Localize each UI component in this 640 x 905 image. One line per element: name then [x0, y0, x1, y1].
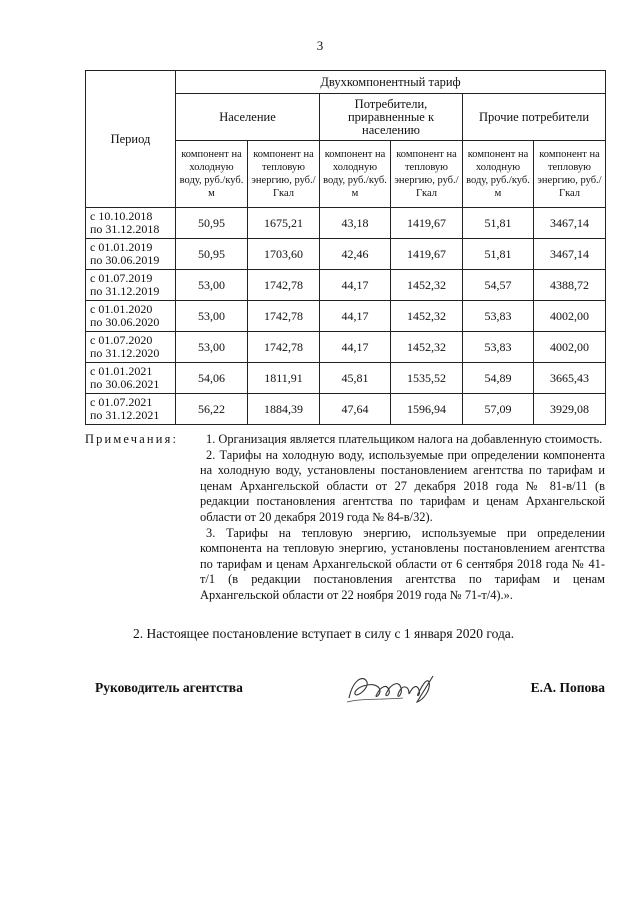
value-cell: 50,95 [176, 239, 248, 270]
header-period: Период [86, 71, 176, 208]
table-row [86, 270, 606, 301]
header-two-component-tariff: Двухкомпонентный тариф [176, 71, 606, 94]
signatory-name: Е.А. Попова [530, 680, 605, 695]
tariff-table [85, 70, 606, 425]
value-cell: 56,22 [176, 394, 248, 425]
notes-label: Примечания: [85, 432, 179, 446]
value-cell: 1742,78 [248, 301, 320, 332]
value-cell: 51,81 [463, 208, 534, 239]
table-row [86, 363, 606, 394]
value-cell: 1452,32 [391, 301, 463, 332]
header-group-population: Население [176, 94, 320, 141]
value-cell: 44,17 [320, 270, 391, 301]
subheader-cold-water: компонент на холодную воду, руб./куб. м [463, 141, 534, 208]
header-group-other-consumers: Прочие потребители [463, 94, 606, 141]
value-cell: 51,81 [463, 239, 534, 270]
value-cell: 3929,08 [534, 394, 606, 425]
value-cell: 1452,32 [391, 270, 463, 301]
subheader-heat-energy: компонент на тепловую энергию, руб./Гкал [248, 141, 320, 208]
value-cell: 3467,14 [534, 239, 606, 270]
value-cell: 1452,32 [391, 332, 463, 363]
value-cell: 1419,67 [391, 239, 463, 270]
value-cell: 1596,94 [391, 394, 463, 425]
value-cell: 44,17 [320, 332, 391, 363]
value-cell: 3665,43 [534, 363, 606, 394]
value-cell: 4388,72 [534, 270, 606, 301]
value-cell: 42,46 [320, 239, 391, 270]
value-cell: 1742,78 [248, 270, 320, 301]
period-cell: с 01.07.2021 по 31.12.2021 [86, 394, 176, 425]
period-cell: с 01.01.2021 по 30.06.2021 [86, 363, 176, 394]
subheader-cold-water: компонент на холодную воду, руб./куб. м [320, 141, 391, 208]
table-row [86, 208, 606, 239]
value-cell: 1811,91 [248, 363, 320, 394]
value-cell: 4002,00 [534, 301, 606, 332]
value-cell: 1675,21 [248, 208, 320, 239]
subheader-heat-energy: компонент на тепловую энергию, руб./Гкал [391, 141, 463, 208]
signature-block [95, 676, 605, 716]
table-row [86, 394, 606, 425]
value-cell: 1419,67 [391, 208, 463, 239]
handwritten-signature-icon [343, 668, 439, 712]
value-cell: 1703,60 [248, 239, 320, 270]
value-cell: 45,81 [320, 363, 391, 394]
value-cell: 53,00 [176, 270, 248, 301]
period-cell: с 10.10.2018 по 31.12.2018 [86, 208, 176, 239]
notes-list [200, 432, 605, 604]
value-cell: 54,57 [463, 270, 534, 301]
header-group-equivalent-consumers: Потребители, приравненные к населению [320, 94, 463, 141]
note-item: 2. Тарифы на холодную воду, используемые при определении компонента на холодную воду, установлены постановлением агентства по тарифам и ценам Архангельской области от 27 декабря 2018 года № 81-в/11 (в редакции постановления агентства по тарифам и ценам Архангельской области от 20 декабря 2019 года № 84-в/32). [200, 447, 605, 524]
note-item: 1. Организация является плательщиком налога на добавленную стоимость. [206, 432, 603, 446]
effective-date-clause: 2. Настоящее постановление вступает в силу с 1 января 2020 года. [133, 626, 515, 641]
table-row [86, 239, 606, 270]
subheader-cold-water: компонент на холодную воду, руб./куб. м [176, 141, 248, 208]
page-number: 3 [316, 38, 324, 53]
value-cell: 43,18 [320, 208, 391, 239]
value-cell: 53,00 [176, 332, 248, 363]
value-cell: 4002,00 [534, 332, 606, 363]
note-item: 3. Тарифы на тепловую энергию, используемые при определении компонента на тепловую энергию, установлены постановлением агентства по тарифам и ценам Архангельской области от 6 сентября 2018 года № 41-т/1 (в редакции постановления агентства по тарифам и ценам Архангельской области от 22 ноября 2019 года № 71-т/4).». [200, 525, 605, 602]
value-cell: 54,89 [463, 363, 534, 394]
signatory-title: Руководитель агентства [95, 680, 243, 695]
period-cell: с 01.01.2020 по 30.06.2020 [86, 301, 176, 332]
period-cell: с 01.07.2020 по 31.12.2020 [86, 332, 176, 363]
value-cell: 1742,78 [248, 332, 320, 363]
period-cell: с 01.07.2019 по 31.12.2019 [86, 270, 176, 301]
value-cell: 50,95 [176, 208, 248, 239]
value-cell: 47,64 [320, 394, 391, 425]
value-cell: 1535,52 [391, 363, 463, 394]
value-cell: 3467,14 [534, 208, 606, 239]
value-cell: 53,83 [463, 301, 534, 332]
value-cell: 53,00 [176, 301, 248, 332]
subheader-heat-energy: компонент на тепловую энергию, руб./Гкал [534, 141, 606, 208]
period-cell: с 01.01.2019 по 30.06.2019 [86, 239, 176, 270]
value-cell: 57,09 [463, 394, 534, 425]
value-cell: 1884,39 [248, 394, 320, 425]
table-row [86, 301, 606, 332]
value-cell: 53,83 [463, 332, 534, 363]
value-cell: 44,17 [320, 301, 391, 332]
value-cell: 54,06 [176, 363, 248, 394]
table-row [86, 332, 606, 363]
